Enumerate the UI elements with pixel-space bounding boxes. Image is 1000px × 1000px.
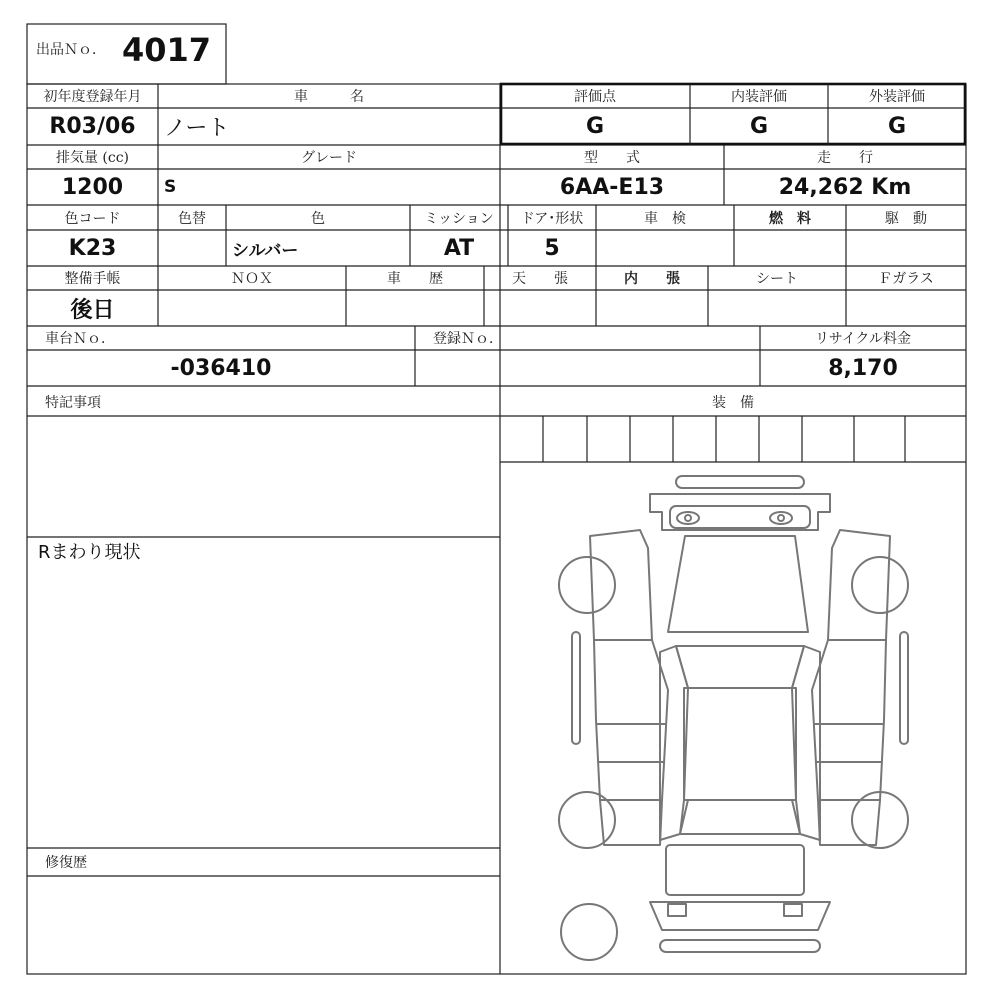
special-notes-text: Rまわり現状	[38, 542, 141, 563]
special-notes-label: 特記事項	[45, 395, 101, 411]
mileage-value: 24,262 Km	[778, 174, 912, 200]
service-book-label: 整備手帳	[64, 271, 121, 287]
door-shape-value: 5	[544, 235, 560, 261]
exterior-grade-label: 外装評価	[869, 89, 925, 105]
interior-grade-value: G	[749, 114, 769, 139]
drive-value	[846, 230, 966, 266]
headliner-label: 天 張	[512, 271, 568, 287]
displacement-value: 1200	[61, 174, 124, 200]
transmission-label: ミッション	[424, 210, 494, 227]
equipment-label: 装 備	[712, 395, 754, 411]
mileage-label: 走 行	[817, 150, 873, 166]
vehicle-history-value	[346, 290, 484, 326]
recycle-fee-value: 8,170	[828, 355, 898, 381]
nox-label: ＮＯＸ	[231, 271, 273, 287]
lot-number-label: 出品Ｎｏ．	[36, 42, 106, 58]
registration-date-label: 初年度登録年月	[43, 89, 142, 105]
repair-history-label: 修復歴	[45, 855, 87, 871]
grade-label: グレード	[301, 150, 357, 166]
registration-number-value	[415, 350, 760, 386]
fuel-value	[734, 230, 846, 266]
front-glass-label: Ｆガラス	[878, 271, 934, 287]
transmission-value: AT	[443, 235, 475, 261]
color-value: シルバー	[232, 240, 299, 261]
inspection-value	[596, 230, 734, 266]
recycle-fee-label: リサイクル料金	[814, 331, 912, 347]
displacement-label: 排気量 (cc)	[55, 150, 130, 166]
front-glass-value	[846, 290, 966, 326]
model-code-label: 型 式	[584, 150, 640, 166]
registration-number-label: 登録Ｎｏ．	[433, 331, 503, 347]
seat-value	[708, 290, 846, 326]
car-name-value: ノート	[164, 116, 230, 141]
model-code-value: 6AA-E13	[559, 174, 665, 200]
score-label: 評価点	[574, 89, 616, 105]
interior-trim-label: 内 張	[624, 271, 680, 287]
chassis-number-label: 車台Ｎｏ．	[45, 331, 115, 347]
chassis-number-value: -036410	[170, 355, 272, 381]
fuel-label: 燃 料	[769, 210, 811, 227]
door-shape-label: ドア･形状	[520, 210, 584, 227]
interior-trim-value	[596, 290, 708, 326]
color-code-label: 色コード	[64, 210, 121, 227]
interior-grade-label: 内装評価	[731, 89, 787, 105]
lot-number: 4017	[122, 31, 212, 69]
repaint-label: 色替	[178, 210, 206, 227]
exterior-grade-value: G	[887, 114, 907, 139]
nox-value	[158, 290, 346, 326]
car-name-label: 車 名	[294, 89, 364, 105]
color-code-value: K23	[68, 235, 117, 261]
repaint-value	[158, 230, 226, 266]
service-book-value: 後日	[70, 297, 115, 323]
grade-value: S	[164, 177, 177, 197]
score-value: G	[585, 114, 605, 139]
seat-label: シート	[756, 271, 798, 287]
vehicle-history-label: 車 歴	[387, 271, 443, 287]
inspection-label: 車 検	[644, 210, 686, 227]
headliner-value	[484, 290, 596, 326]
registration-date-value: R03/06	[49, 114, 136, 139]
drive-label: 駆 動	[885, 210, 927, 227]
color-label: 色	[311, 210, 325, 227]
